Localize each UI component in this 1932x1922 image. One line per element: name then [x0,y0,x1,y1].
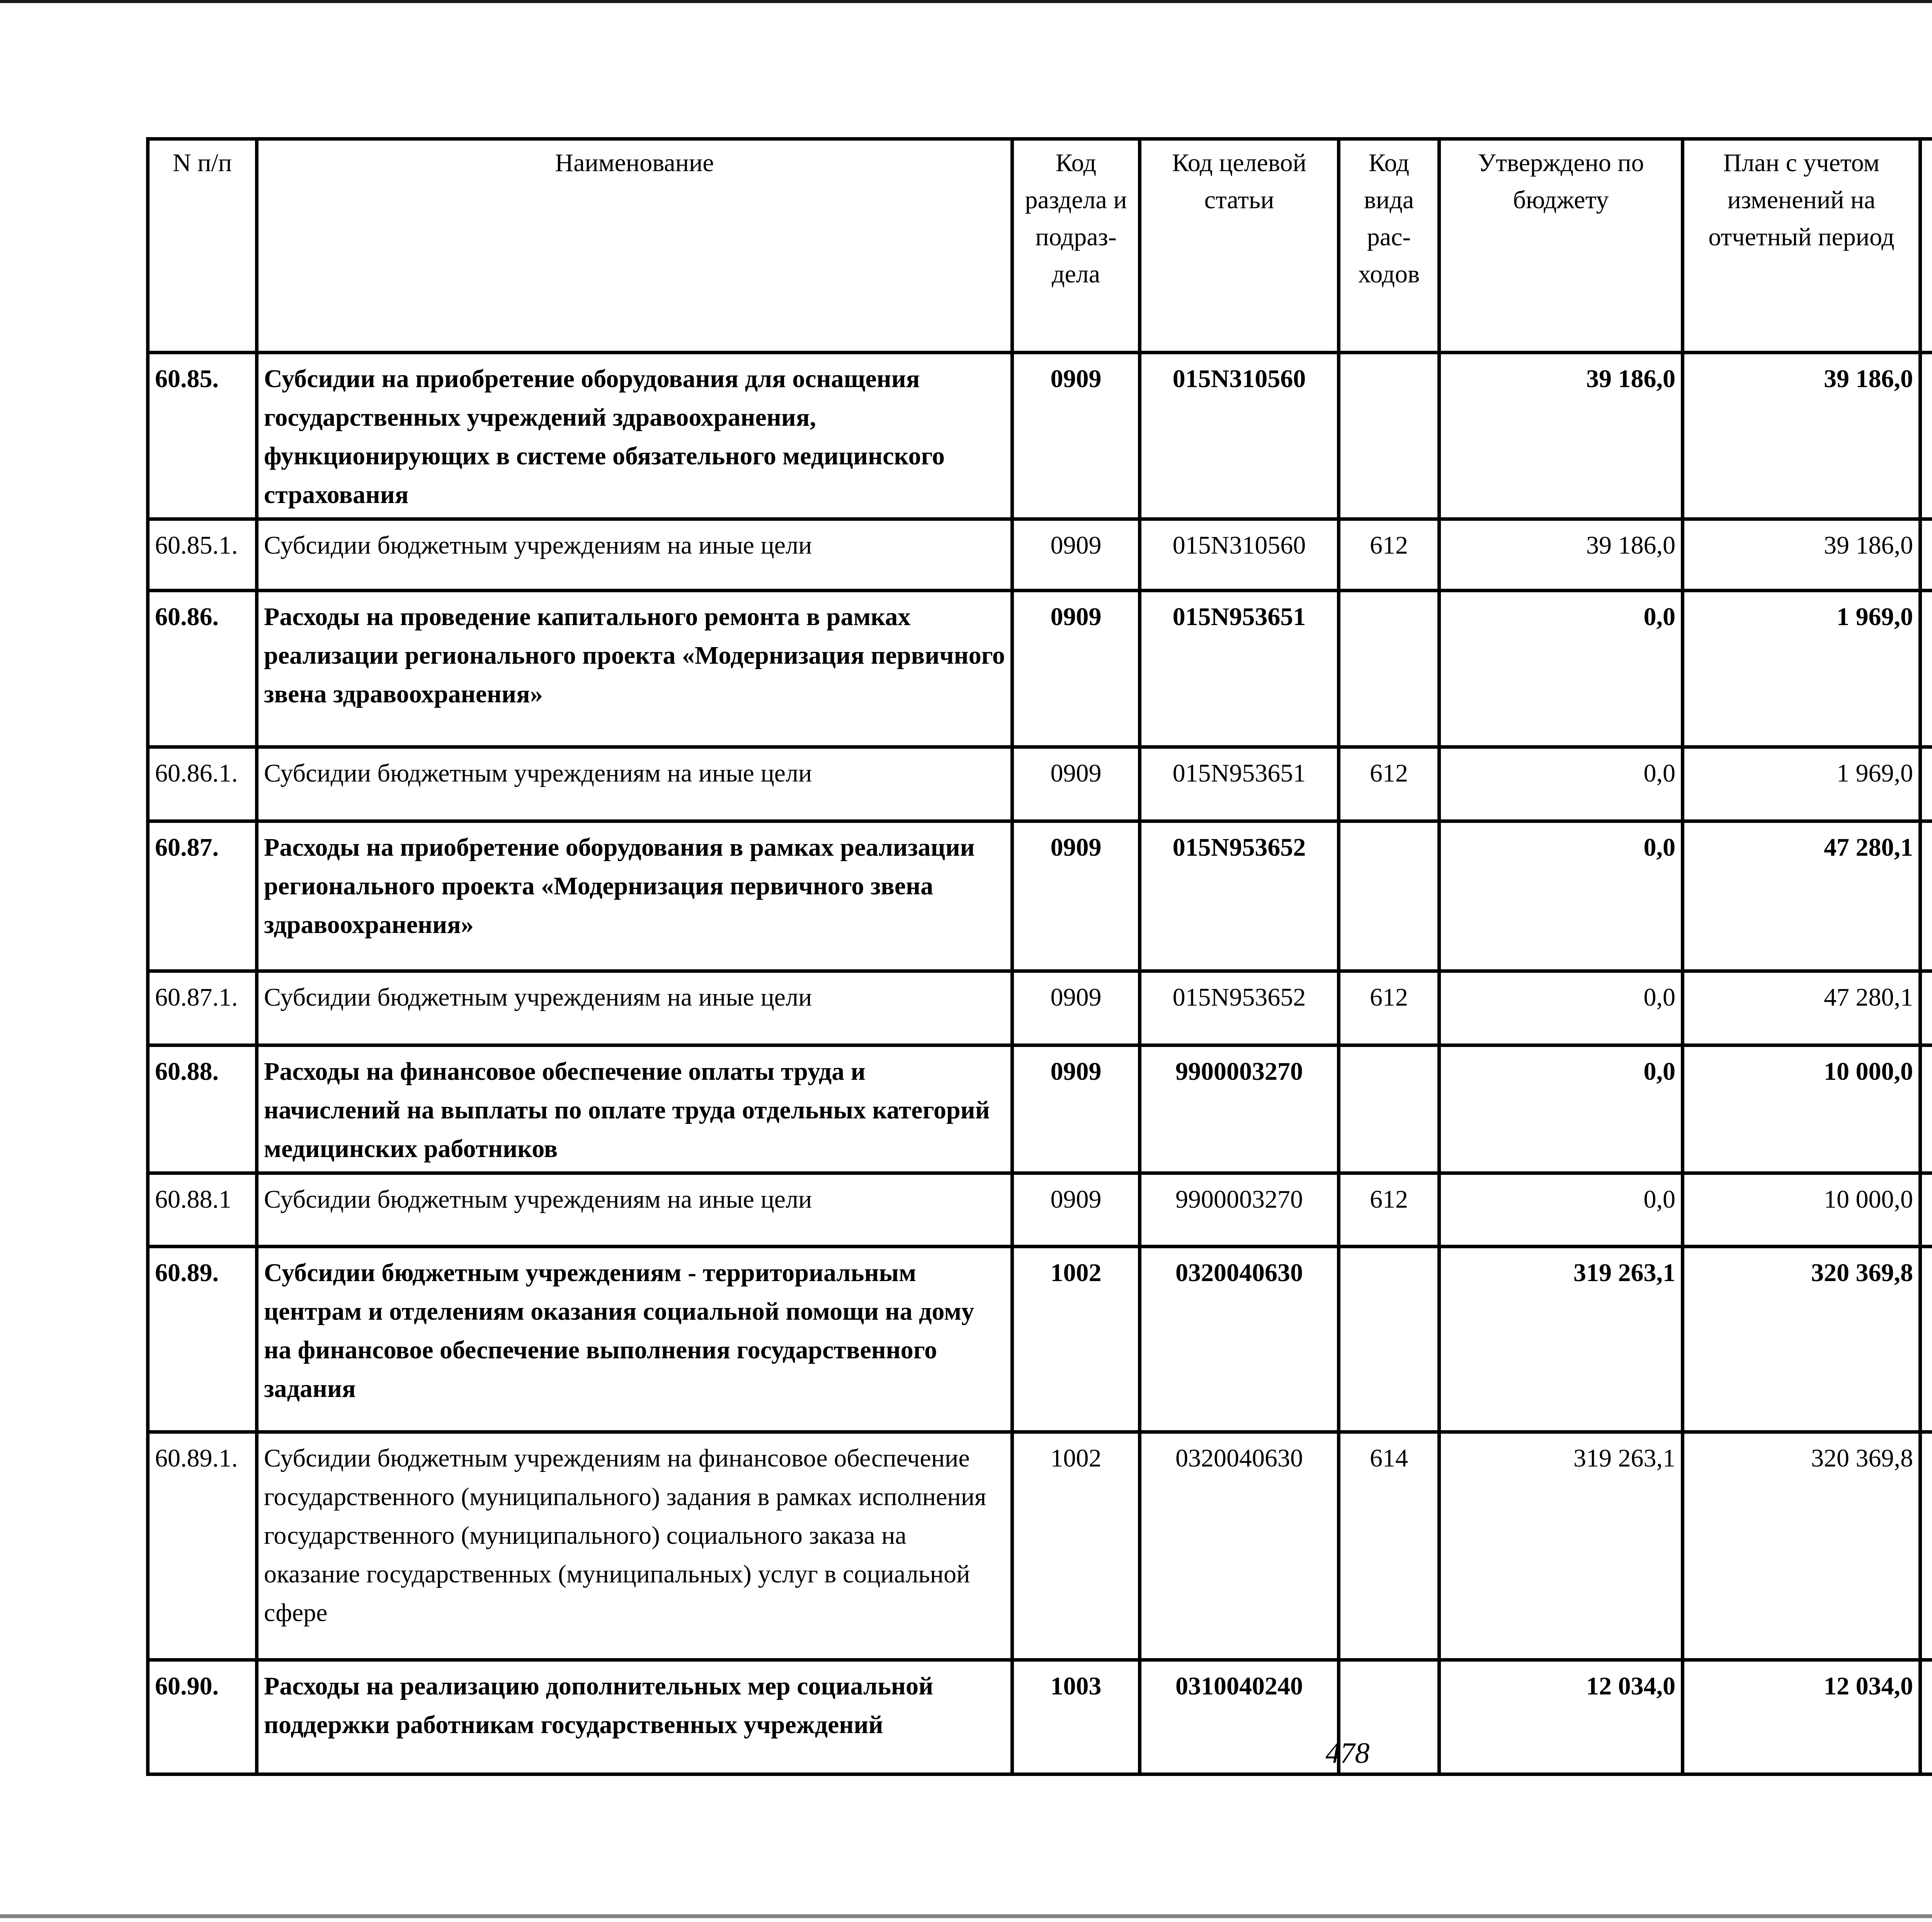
cell-num: 60.86.1. [148,747,257,821]
header-name: Наименование [257,139,1012,353]
cell-razdel: 0909 [1012,1173,1140,1247]
cell-ispolneno [1920,1247,1932,1432]
cell-plan: 320 369,8 [1683,1432,1920,1660]
cell-razdel: 0909 [1012,971,1140,1045]
cell-vid [1339,1045,1439,1173]
cell-num: 60.90. [148,1660,257,1774]
cell-plan: 47 280,1 [1683,971,1920,1045]
table-body [148,353,1932,1774]
cell-celevaya: 015N310560 [1140,353,1339,519]
cell-celevaya: 0320040630 [1140,1432,1339,1660]
cell-vid [1339,821,1439,971]
table-row [148,1173,1932,1247]
cell-ispolneno [1920,591,1932,747]
cell-vid: 612 [1339,971,1439,1045]
cell-razdel: 0909 [1012,747,1140,821]
cell-name: Расходы на реализацию дополнительных мер социальной поддержки работникам государственных учреждений [257,1660,1012,1774]
cell-vid: 612 [1339,1173,1439,1247]
cell-razdel: 0909 [1012,353,1140,519]
scan-bottom-edge [0,1914,1932,1918]
cell-utverzhdeno: 39 186,0 [1439,353,1683,519]
cell-ispolneno [1920,1432,1932,1660]
cell-plan: 1 969,0 [1683,747,1920,821]
cell-celevaya: 015N953651 [1140,747,1339,821]
cell-ispolneno [1920,821,1932,971]
cell-utverzhdeno: 0,0 [1439,1173,1683,1247]
cell-ispolneno [1920,353,1932,519]
cell-utverzhdeno: 319 263,1 [1439,1247,1683,1432]
cell-razdel: 1002 [1012,1247,1140,1432]
header-plan: План с учетом изменений на отчетный период [1683,139,1920,353]
cell-name: Субсидии бюджетным учреждениям на финансовое обеспечение государственного (муниципального) задания в рамках исполнения государственного (муниципального) социального заказа на оказание государственных (муниципальных) услуг в социальной сфере [257,1432,1012,1660]
cell-utverzhdeno: 0,0 [1439,591,1683,747]
cell-plan: 12 034,0 [1683,1660,1920,1774]
cell-ispolneno [1920,519,1932,591]
cell-utverzhdeno: 319 263,1 [1439,1432,1683,1660]
cell-name: Расходы на финансовое обеспечение оплаты труда и начислений на выплаты по оплате труда отдельных категорий медицинских работников [257,1045,1012,1173]
cell-vid [1339,591,1439,747]
header-ispolneno [1920,139,1932,353]
table-row [148,971,1932,1045]
cell-plan: 39 186,0 [1683,519,1920,591]
cell-vid [1339,1247,1439,1432]
cell-name: Субсидии бюджетным учреждениям на иные цели [257,747,1012,821]
header-razdel: Код раздела и подраз-дела [1012,139,1140,353]
cell-ispolneno [1920,971,1932,1045]
cell-plan: 10 000,0 [1683,1173,1920,1247]
cell-num: 60.87. [148,821,257,971]
cell-name: Субсидии бюджетным учреждениям - территориальным центрам и отделениям оказания социальной помощи на дому на финансовое обеспечение выполнения государственного задания [257,1247,1012,1432]
cell-razdel: 0909 [1012,519,1140,591]
cell-num: 60.89.1. [148,1432,257,1660]
cell-num: 60.88.1 [148,1173,257,1247]
table-row [148,353,1932,519]
cell-razdel: 0909 [1012,591,1140,747]
cell-utverzhdeno: 0,0 [1439,971,1683,1045]
table-row [148,1432,1932,1660]
cell-name: Субсидии бюджетным учреждениям на иные цели [257,519,1012,591]
cell-utverzhdeno: 39 186,0 [1439,519,1683,591]
cell-celevaya: 015N310560 [1140,519,1339,591]
cell-utverzhdeno: 0,0 [1439,821,1683,971]
cell-vid [1339,353,1439,519]
cell-ispolneno [1920,1173,1932,1247]
cell-utverzhdeno: 0,0 [1439,1045,1683,1173]
cell-name: Расходы на приобретение оборудования в рамках реализации регионального проекта «Модернизация первичного звена здравоохранения» [257,821,1012,971]
cell-num: 60.85.1. [148,519,257,591]
cell-utverzhdeno: 0,0 [1439,747,1683,821]
table-row [148,1045,1932,1173]
cell-celevaya: 015N953652 [1140,821,1339,971]
cell-plan: 1 969,0 [1683,591,1920,747]
cell-num: 60.89. [148,1247,257,1432]
cell-plan: 39 186,0 [1683,353,1920,519]
cell-ispolneno [1920,1045,1932,1173]
cell-celevaya: 9900003270 [1140,1173,1339,1247]
table-row [148,747,1932,821]
budget-execution-table [146,137,1932,1776]
cell-razdel: 0909 [1012,821,1140,971]
cell-name: Субсидии бюджетным учреждениям на иные цели [257,1173,1012,1247]
header-num: N п/п [148,139,257,353]
cell-vid: 612 [1339,747,1439,821]
header-celevaya: Код целевой статьи [1140,139,1339,353]
cell-name: Расходы на проведение капитального ремонта в рамках реализации регионального проекта «Модернизация первичного звена здравоохранения» [257,591,1012,747]
scan-top-edge [0,0,1932,3]
cell-name: Субсидии бюджетным учреждениям на иные цели [257,971,1012,1045]
cell-num: 60.88. [148,1045,257,1173]
table-row [148,519,1932,591]
cell-num: 60.85. [148,353,257,519]
cell-razdel: 1002 [1012,1432,1140,1660]
cell-razdel: 1003 [1012,1660,1140,1774]
cell-num: 60.87.1. [148,971,257,1045]
table-row [148,591,1932,747]
cell-celevaya: 9900003270 [1140,1045,1339,1173]
table-header [148,139,1932,353]
cell-plan: 320 369,8 [1683,1247,1920,1432]
cell-ispolneno [1920,747,1932,821]
table-row [148,821,1932,971]
cell-num: 60.86. [148,591,257,747]
cell-vid: 614 [1339,1432,1439,1660]
cell-celevaya: 0320040630 [1140,1247,1339,1432]
cell-plan: 47 280,1 [1683,821,1920,971]
cell-celevaya: 015N953652 [1140,971,1339,1045]
cell-name: Субсидии на приобретение оборудования для оснащения государственных учреждений здравоохранения, функционирующих в системе обязательного медицинского страхования [257,353,1012,519]
cell-celevaya: 0310040240 [1140,1660,1339,1774]
table-row [148,1247,1932,1432]
cell-razdel: 0909 [1012,1045,1140,1173]
cell-utverzhdeno: 12 034,0 [1439,1660,1683,1774]
header-utverzhdeno: Утверждено по бюджету [1439,139,1683,353]
page-number: 478 [1325,1737,1370,1769]
cell-vid: 612 [1339,519,1439,591]
header-vid: Код вида рас-ходов [1339,139,1439,353]
cell-celevaya: 015N953651 [1140,591,1339,747]
cell-plan: 10 000,0 [1683,1045,1920,1173]
